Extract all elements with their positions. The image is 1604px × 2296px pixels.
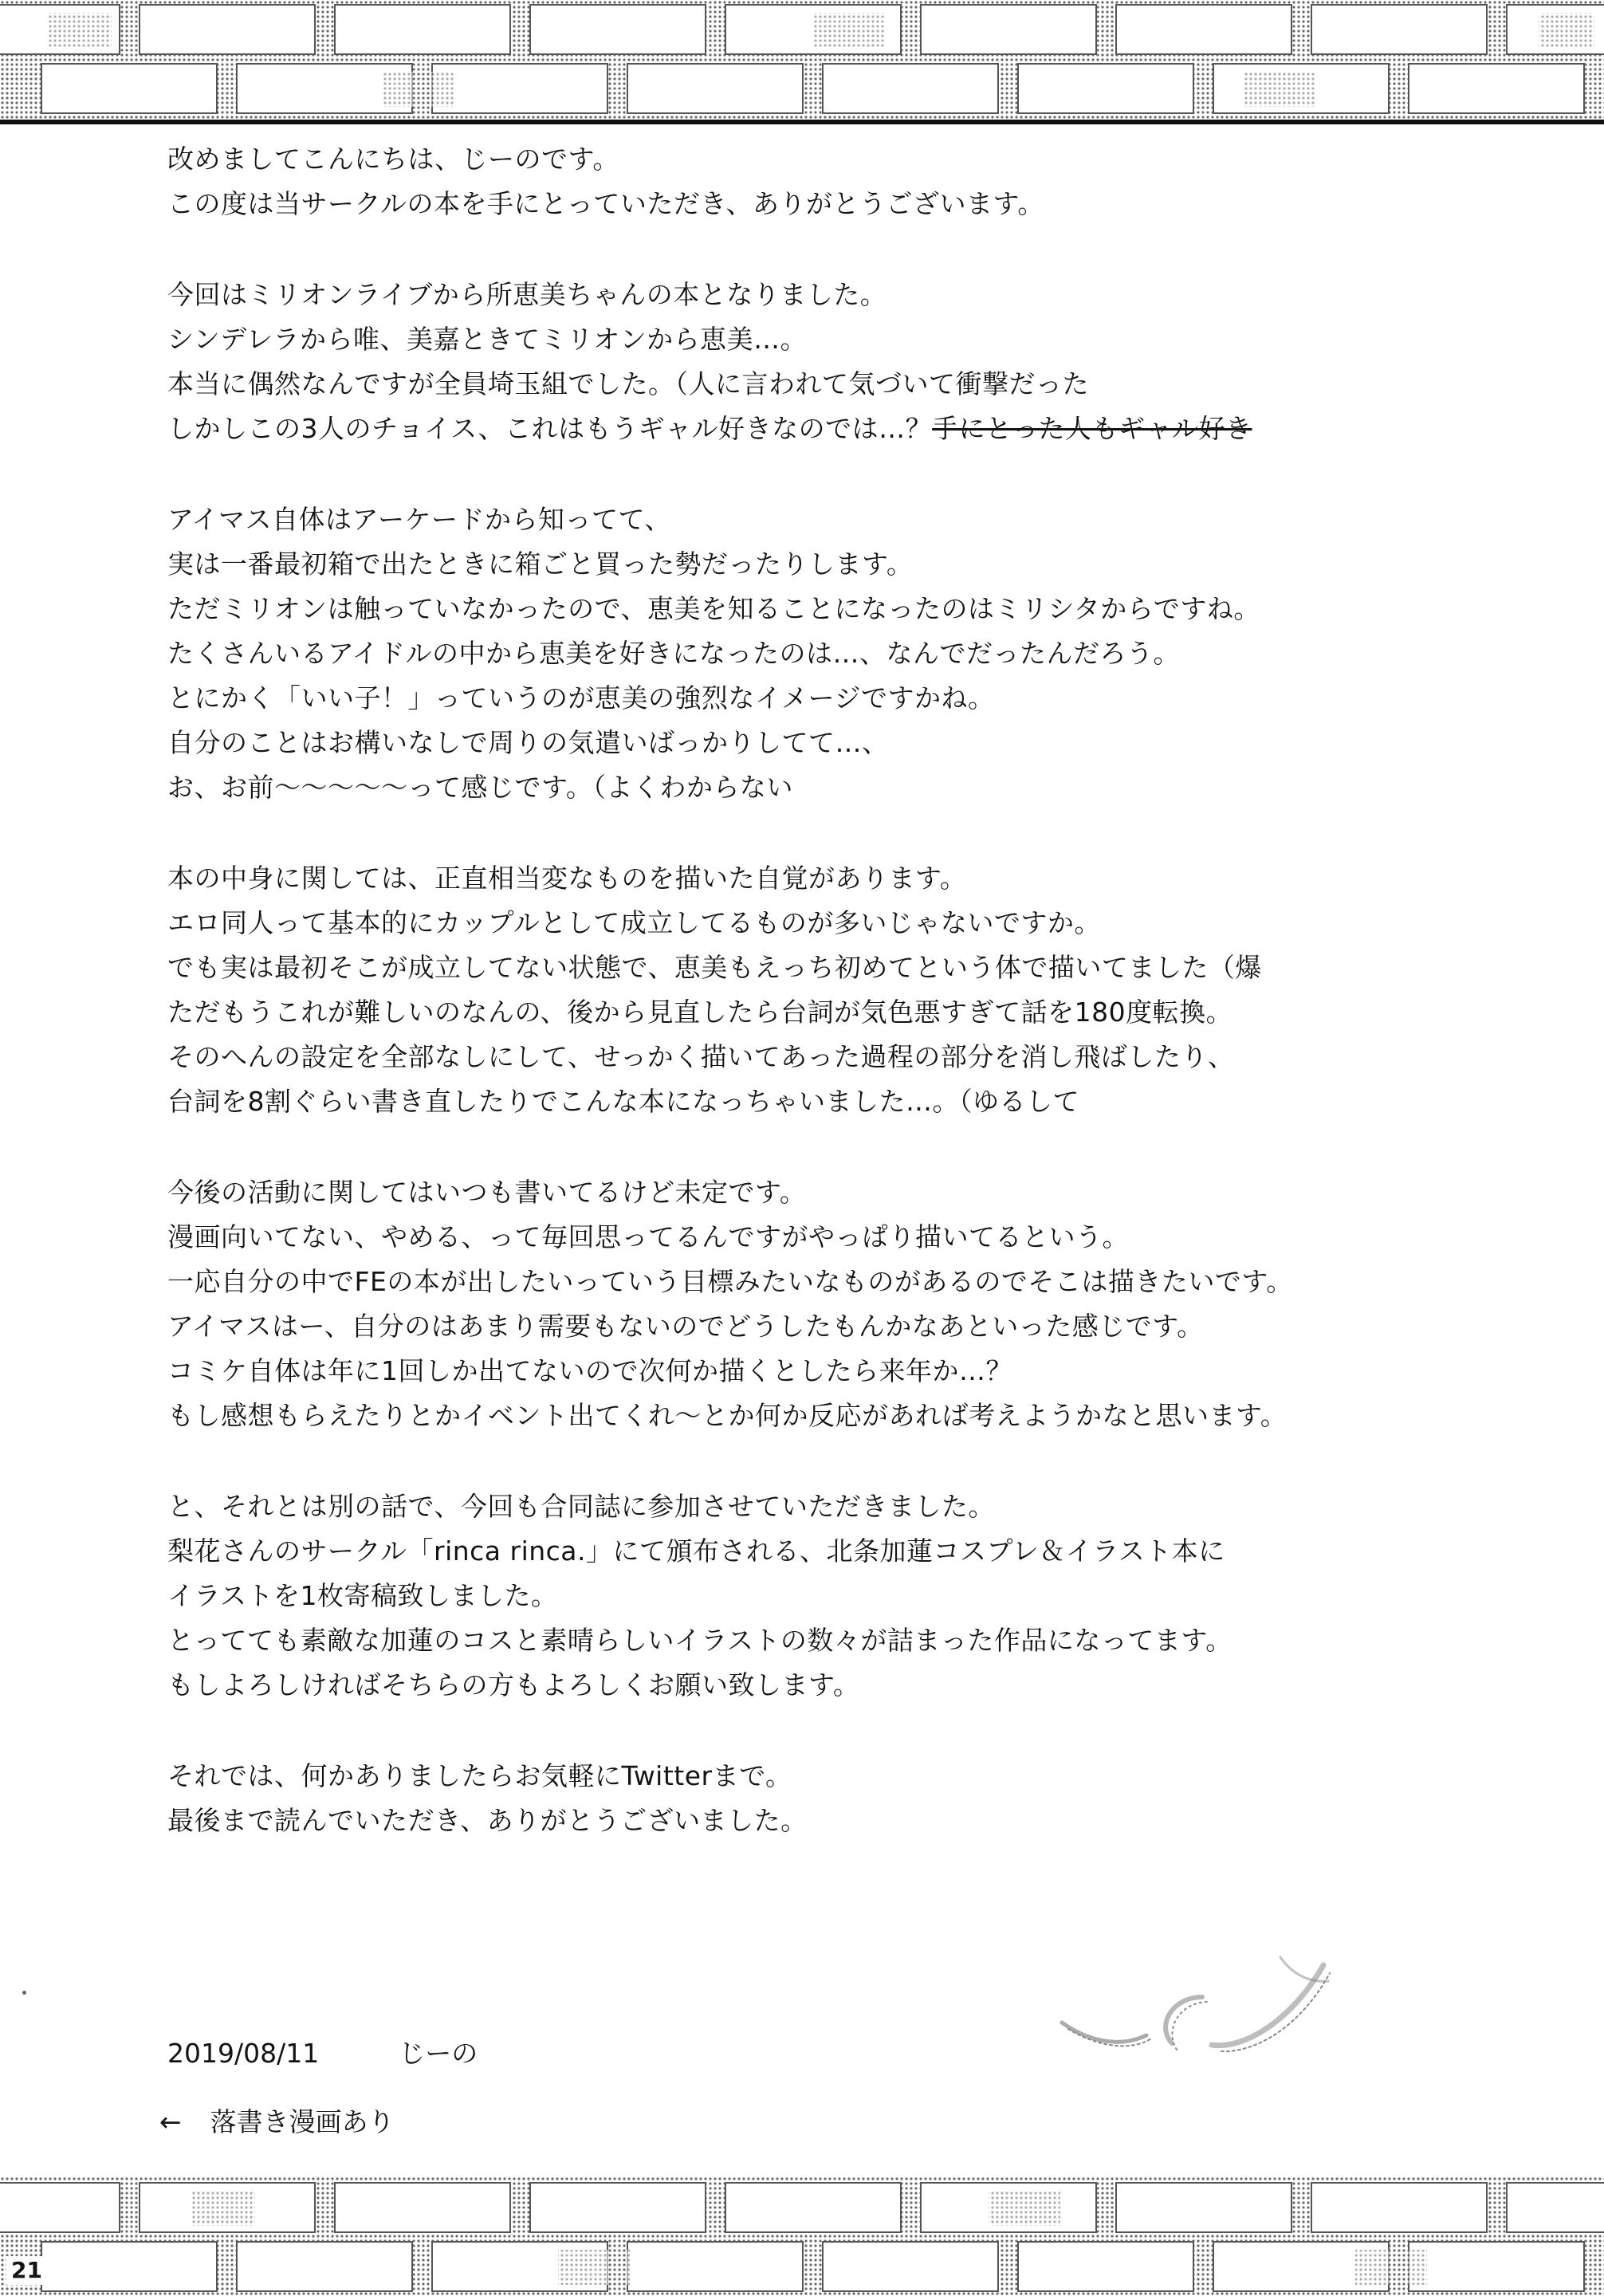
text-line: この度は当サークルの本を手にとっていただき、ありがとうございます。 xyxy=(167,188,1044,219)
paragraph-book-content xyxy=(167,856,1475,1124)
paragraph-closing xyxy=(167,1754,1475,1843)
text-line: イラストを1枚寄稿致しました。 xyxy=(167,1580,558,1611)
scribble-doodle xyxy=(1052,1949,1339,2069)
paragraph-about-megumi xyxy=(167,497,1475,810)
footer-brick-pattern xyxy=(0,2172,1604,2296)
paragraph-collab-book xyxy=(167,1484,1475,1708)
text-line: そのへんの設定を全部なしにして、せっかく描いてあった過程の部分を消し飛ばしたり、 xyxy=(167,1041,1235,1072)
afterword-text xyxy=(167,137,1475,1889)
text-line: 自分のことはお構いなしで周りの気遣いばっかりしてて…、 xyxy=(167,727,889,758)
text-line: 本の中身に関しては、正直相当変なものを描いた自覚があります。 xyxy=(167,863,967,894)
text-line: 今回はミリオンライブから所恵美ちゃんの本となりました。 xyxy=(167,279,887,310)
text-line: たくさんいるアイドルの中から恵美を好きになったのは…、なんでだったんだろう。 xyxy=(167,638,1181,669)
signature-name: じーの xyxy=(399,2038,478,2069)
text-line: と、それとは別の話で、今回も合同誌に参加させていただきました。 xyxy=(167,1491,995,1522)
text-line: 台詞を8割ぐらい書き直したりでこんな本になっちゃいました…。（ゆるして xyxy=(167,1086,1079,1117)
text-line: もしよろしければそちらの方もよろしくお願い致します。 xyxy=(167,1669,860,1700)
footer-note xyxy=(159,2100,395,2145)
text-line: シンデレラから唯、美嘉ときてミリオンから恵美…。 xyxy=(167,324,808,355)
text-line-main: しかしこの3人のチョイス、これはもうギャル好きなのでは…？ xyxy=(167,413,933,444)
paragraph-book-intro xyxy=(167,273,1475,451)
text-line: アイマスはー、自分のはあまり需要もないのでどうしたもんかなあといった感じです。 xyxy=(167,1311,1204,1342)
text-line: 改めましてこんにちは、じーのです。 xyxy=(167,144,619,175)
text-line: アイマス自体はアーケードから知ってて、 xyxy=(167,504,671,535)
text-line: ただもうこれが難しいのなんの、後から見直したら台詞が気色悪すぎて話を180度転換。 xyxy=(167,997,1233,1028)
text-line: 梨花さんのサークル「rinca rinca.」にて頒布される、北条加蓮コスプレ＆イラスト本に xyxy=(167,1535,1225,1567)
text-line: エロ同人って基本的にカップルとして成立してるものが多いじゃないですか。 xyxy=(167,907,1101,938)
signature-line xyxy=(167,2031,478,2076)
text-line: 漫画向いてない、やめる、って毎回思ってるんですがやっぱり描いてるという。 xyxy=(167,1221,1129,1252)
signature-date: 2019/08/11 xyxy=(167,2038,320,2069)
text-line: もし感想もらえたりとかイベント出てくれ〜とか何か反応があれば考えようかなと思います。 xyxy=(167,1400,1288,1431)
text-line xyxy=(167,407,1475,451)
text-line: とってても素敵な加蓮のコスと素晴らしいイラストの数々が詰まった作品になってます。 xyxy=(167,1625,1232,1656)
text-line: それでは、何かありましたらお気軽にTwitterまで。 xyxy=(167,1760,792,1791)
paragraph-future-plans xyxy=(167,1170,1475,1438)
footer-note-text: 落書き漫画あり xyxy=(210,2106,395,2137)
text-line: 最後まで読んでいただき、ありがとうございました。 xyxy=(167,1805,808,1836)
paragraph-greeting xyxy=(167,137,1475,226)
left-arrow-icon: ← xyxy=(159,2106,182,2137)
text-line: 実は一番最初箱で出たときに箱ごと買った勢だったりします。 xyxy=(167,548,914,580)
text-line: とにかく「いい子！」っていうのが恵美の強烈なイメージですかね。 xyxy=(167,682,995,714)
header-divider xyxy=(0,120,1604,124)
text-line: 本当に偶然なんですが全員埼玉組でした。（人に言われて気づいて衝撃だった xyxy=(167,368,1089,399)
text-line: 一応自分の中でFEの本が出したいっていう目標みたいなものがあるのでそこは描きたいです。 xyxy=(167,1266,1293,1297)
text-line: ただミリオンは触っていなかったので、恵美を知ることになったのはミリシタからですね。 xyxy=(167,593,1260,624)
text-line: でも実は最初そこが成立してない状態で、恵美もえっち初めてという体で描いてました（爆 xyxy=(167,952,1262,983)
header-brick-pattern xyxy=(0,0,1604,120)
strikethrough-aside: 手にとった人もギャル好き xyxy=(932,413,1252,444)
text-line: お、お前〜〜〜〜〜って感じです。（よくわからない xyxy=(167,772,793,803)
margin-mark xyxy=(22,1991,26,1995)
text-line: コミケ自体は年に1回しか出てないので次何か描くとしたら来年か…？ xyxy=(167,1355,1012,1386)
page-number: 21 xyxy=(6,2256,47,2285)
text-line: 今後の活動に関してはいつも書いてるけど未定です。 xyxy=(167,1177,807,1208)
